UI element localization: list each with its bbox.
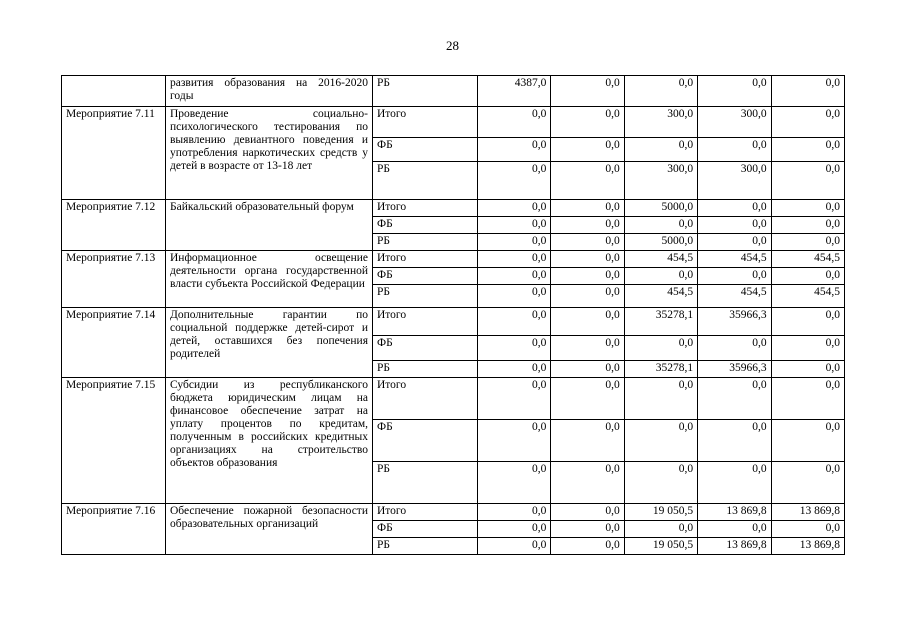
- funding-source: РБ: [373, 538, 478, 555]
- amount-cell: 300,0: [698, 107, 771, 138]
- amount-cell: 0,0: [698, 268, 771, 285]
- amount-cell: 0,0: [478, 462, 551, 504]
- amount-cell: 0,0: [551, 521, 624, 538]
- amount-cell: 300,0: [698, 162, 771, 200]
- amount-cell: 0,0: [624, 217, 697, 234]
- table-row: [62, 76, 845, 107]
- activity-code: Мероприятие 7.14: [62, 308, 166, 378]
- amount-cell: 0,0: [478, 107, 551, 138]
- funding-source: Итого: [373, 200, 478, 217]
- amount-cell: 0,0: [771, 162, 844, 200]
- amount-cell: 0,0: [551, 336, 624, 361]
- table-row: [62, 251, 845, 268]
- amount-cell: 0,0: [551, 378, 624, 420]
- amount-cell: 0,0: [771, 361, 844, 378]
- amount-cell: 5000,0: [624, 200, 697, 217]
- amount-cell: 35966,3: [698, 361, 771, 378]
- activity-code: Мероприятие 7.13: [62, 251, 166, 308]
- amount-cell: 0,0: [478, 268, 551, 285]
- amount-cell: 0,0: [478, 308, 551, 336]
- amount-cell: 0,0: [478, 420, 551, 462]
- amount-cell: 0,0: [698, 76, 771, 107]
- table-row: [62, 200, 845, 217]
- funding-source: Итого: [373, 378, 478, 420]
- amount-cell: 454,5: [624, 285, 697, 308]
- amount-cell: 0,0: [551, 162, 624, 200]
- amount-cell: 35278,1: [624, 361, 697, 378]
- amount-cell: 0,0: [771, 107, 844, 138]
- activity-name: Байкальский образовательный форум: [166, 200, 373, 251]
- activity-name: Информационное освещение деятельности органа государственной власти субъекта Российской Федерации: [166, 251, 373, 308]
- amount-cell: 0,0: [478, 361, 551, 378]
- table-row: [62, 308, 845, 336]
- amount-cell: 0,0: [698, 138, 771, 162]
- amount-cell: 300,0: [624, 162, 697, 200]
- amount-cell: 0,0: [551, 107, 624, 138]
- amount-cell: 0,0: [551, 462, 624, 504]
- amount-cell: 0,0: [551, 234, 624, 251]
- funding-source: Итого: [373, 504, 478, 521]
- amount-cell: 0,0: [551, 268, 624, 285]
- amount-cell: 0,0: [478, 285, 551, 308]
- table-row: [62, 504, 845, 521]
- amount-cell: 0,0: [478, 251, 551, 268]
- amount-cell: 0,0: [478, 162, 551, 200]
- amount-cell: 0,0: [551, 420, 624, 462]
- amount-cell: 0,0: [698, 217, 771, 234]
- amount-cell: 0,0: [698, 234, 771, 251]
- amount-cell: 0,0: [551, 251, 624, 268]
- amount-cell: 0,0: [624, 138, 697, 162]
- amount-cell: 0,0: [551, 361, 624, 378]
- amount-cell: 0,0: [771, 217, 844, 234]
- activity-name: Дополнительные гарантии по социальной поддержке детей-сирот и детей, оставшихся без попечения родителей: [166, 308, 373, 378]
- amount-cell: 0,0: [771, 420, 844, 462]
- amount-cell: 35966,3: [698, 308, 771, 336]
- amount-cell: 0,0: [698, 378, 771, 420]
- activity-code: Мероприятие 7.12: [62, 200, 166, 251]
- amount-cell: 0,0: [478, 378, 551, 420]
- budget-table: [61, 75, 845, 555]
- amount-cell: 0,0: [698, 336, 771, 361]
- funding-source: РБ: [373, 162, 478, 200]
- amount-cell: 0,0: [624, 76, 697, 107]
- page-number: 28: [446, 38, 459, 53]
- amount-cell: 0,0: [551, 308, 624, 336]
- amount-cell: 0,0: [771, 268, 844, 285]
- amount-cell: 0,0: [624, 462, 697, 504]
- funding-source: Итого: [373, 308, 478, 336]
- activity-code: Мероприятие 7.11: [62, 107, 166, 200]
- funding-source: РБ: [373, 76, 478, 107]
- amount-cell: 0,0: [551, 138, 624, 162]
- funding-source: Итого: [373, 107, 478, 138]
- amount-cell: 35278,1: [624, 308, 697, 336]
- activity-code: [62, 76, 166, 107]
- funding-source: РБ: [373, 462, 478, 504]
- amount-cell: 0,0: [551, 217, 624, 234]
- funding-source: ФБ: [373, 336, 478, 361]
- amount-cell: 0,0: [698, 521, 771, 538]
- amount-cell: 0,0: [771, 378, 844, 420]
- amount-cell: 0,0: [771, 462, 844, 504]
- amount-cell: 454,5: [771, 285, 844, 308]
- amount-cell: 0,0: [478, 217, 551, 234]
- amount-cell: 0,0: [624, 268, 697, 285]
- amount-cell: 0,0: [624, 336, 697, 361]
- amount-cell: 0,0: [478, 336, 551, 361]
- funding-source: РБ: [373, 361, 478, 378]
- table-row: [62, 107, 845, 138]
- budget-table-body: [62, 76, 845, 555]
- amount-cell: 0,0: [478, 521, 551, 538]
- table-row: [62, 378, 845, 420]
- amount-cell: 0,0: [624, 420, 697, 462]
- funding-source: Итого: [373, 251, 478, 268]
- amount-cell: 0,0: [551, 285, 624, 308]
- funding-source: РБ: [373, 234, 478, 251]
- funding-source: РБ: [373, 285, 478, 308]
- amount-cell: 454,5: [771, 251, 844, 268]
- amount-cell: 0,0: [771, 308, 844, 336]
- amount-cell: 454,5: [624, 251, 697, 268]
- amount-cell: 0,0: [624, 378, 697, 420]
- amount-cell: 300,0: [624, 107, 697, 138]
- amount-cell: 19 050,5: [624, 538, 697, 555]
- amount-cell: 0,0: [771, 76, 844, 107]
- activity-name: развития образования на 2016-2020 годы: [166, 76, 373, 107]
- activity-code: Мероприятие 7.16: [62, 504, 166, 555]
- amount-cell: 0,0: [771, 234, 844, 251]
- activity-code: Мероприятие 7.15: [62, 378, 166, 504]
- amount-cell: 13 869,8: [698, 538, 771, 555]
- funding-source: ФБ: [373, 138, 478, 162]
- activity-name: Субсидии из республиканского бюджета юридическим лицам на финансовое обеспечение затрат на уплату процентов по кредитам, полученным в российских кредитных организациях на строительство объектов образования: [166, 378, 373, 504]
- amount-cell: 0,0: [698, 420, 771, 462]
- amount-cell: 13 869,8: [771, 538, 844, 555]
- amount-cell: 0,0: [551, 504, 624, 521]
- amount-cell: 0,0: [771, 521, 844, 538]
- amount-cell: 0,0: [771, 138, 844, 162]
- amount-cell: 0,0: [478, 234, 551, 251]
- funding-source: ФБ: [373, 268, 478, 285]
- amount-cell: 0,0: [771, 200, 844, 217]
- amount-cell: 0,0: [551, 76, 624, 107]
- amount-cell: 454,5: [698, 285, 771, 308]
- amount-cell: 0,0: [478, 138, 551, 162]
- activity-name: Обеспечение пожарной безопасности образовательных организаций: [166, 504, 373, 555]
- amount-cell: 13 869,8: [698, 504, 771, 521]
- amount-cell: 454,5: [698, 251, 771, 268]
- amount-cell: 0,0: [698, 200, 771, 217]
- amount-cell: 4387,0: [478, 76, 551, 107]
- funding-source: ФБ: [373, 420, 478, 462]
- amount-cell: 0,0: [624, 521, 697, 538]
- funding-source: ФБ: [373, 521, 478, 538]
- amount-cell: 0,0: [478, 504, 551, 521]
- activity-name: Проведение социально-психологического тестирования по выявлению девиантного поведения и употребления наркотических средств у детей в возрасте от 13-18 лет: [166, 107, 373, 200]
- amount-cell: 5000,0: [624, 234, 697, 251]
- amount-cell: 0,0: [478, 538, 551, 555]
- funding-source: ФБ: [373, 217, 478, 234]
- amount-cell: 0,0: [698, 462, 771, 504]
- amount-cell: 0,0: [551, 538, 624, 555]
- amount-cell: 0,0: [478, 200, 551, 217]
- amount-cell: 13 869,8: [771, 504, 844, 521]
- amount-cell: 0,0: [551, 200, 624, 217]
- amount-cell: 19 050,5: [624, 504, 697, 521]
- amount-cell: 0,0: [771, 336, 844, 361]
